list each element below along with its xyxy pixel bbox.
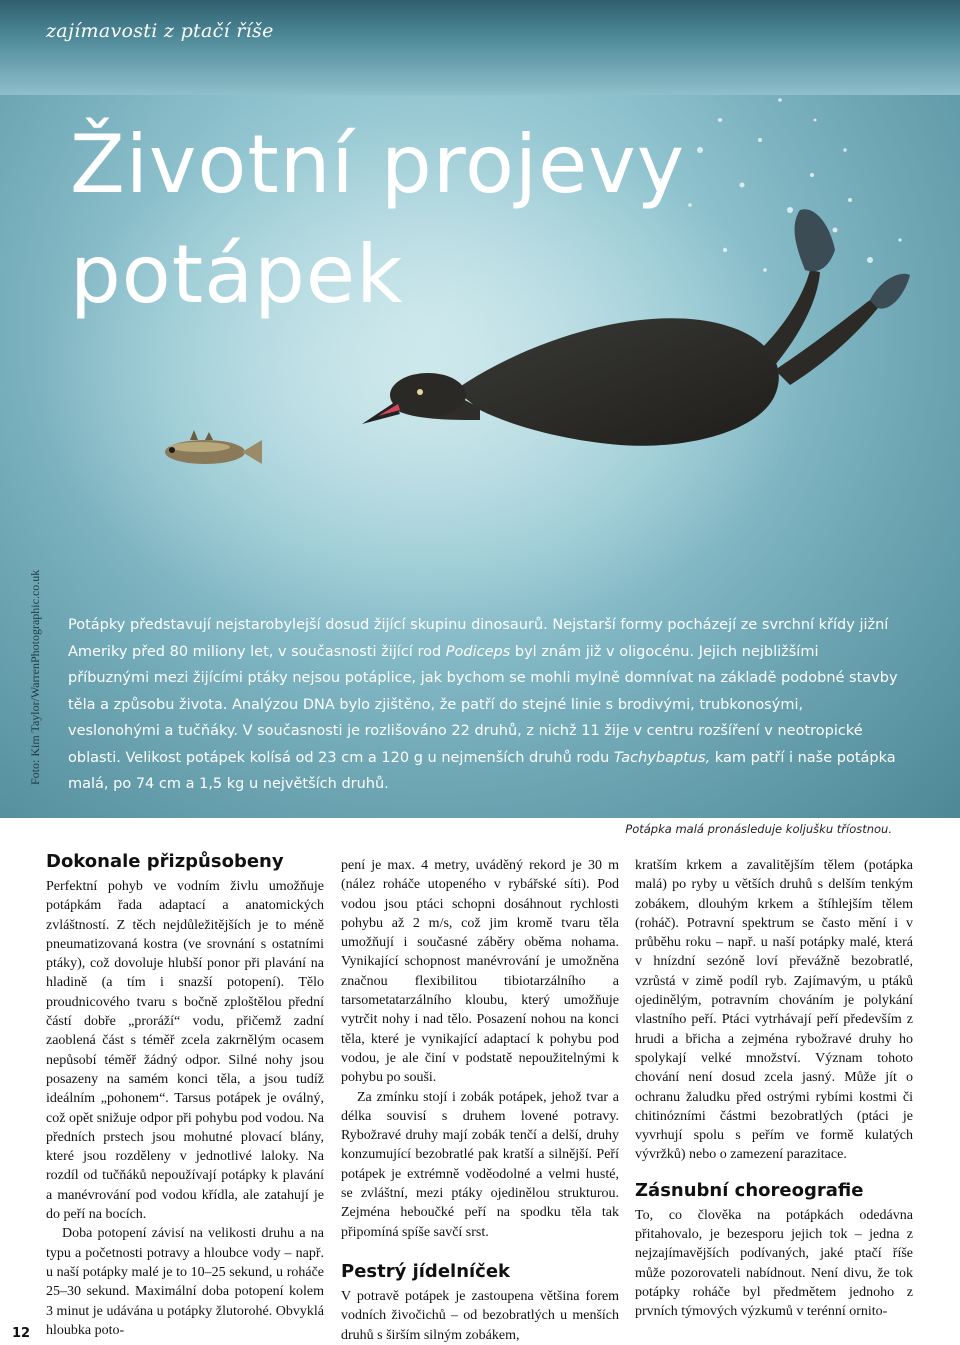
intro-genus-2: Tachybaptus, <box>613 749 711 766</box>
article-column-1 <box>46 850 324 1340</box>
page-title: Životní projevy potápek <box>70 118 686 321</box>
photo-caption: Potápka malá pronásleduje koljušku tříostnou. <box>625 822 892 836</box>
section-label: zajímavosti z ptačí říše <box>46 20 274 42</box>
subheading-courtship: Zásnubní choreografie <box>635 1179 864 1201</box>
paragraph: Za zmínku stojí i zobák potápek, jehož tvar a délka souvisí s druhem lovené potravy. Rybožravé druhy mají zobák tenčí a delší, druhy konzumující bezobratlé pak kratší a silnější. Peří potápek je extrémně voděodolné a velmi husté, se zvláštní, mezi ptáky ojedinělou strukturou. Zejména heboučké peří na spodku těla tak připomíná spíše savčí srst. <box>341 1089 619 1240</box>
subheading-diet: Pestrý jídelníček <box>341 1260 511 1282</box>
intro-text-2: byl znám již v oligocénu. Jejich nejbližšími příbuznými mezi žijícími ptáky nejsou potáplice, jak bychom se mohli mylně domnívat na základě podobné stavby těla a způsobu života. Analýzou DNA bylo zjištěno, že patří do stejné linie s brodivými, trubkonosými, veslonohými a tučňáky. V současnosti je rozlišováno 22 druhů, z nichž 11 žije v centru rozšíření v neotropické oblasti. Velikost potápek kolísá od 23 cm a 120 g u nejmenších druhů rodu <box>68 643 898 766</box>
article-column-3 <box>635 856 913 1322</box>
photo-credit: Foto: Kim Taylor/WarrenPhotographic.co.uk <box>28 569 42 785</box>
article-column-2 <box>341 856 619 1345</box>
subheading-adaptations: Dokonale přizpůsobeny <box>46 851 284 872</box>
paragraph: To, co člověka na potápkách odedávna přitahovalo, je bezesporu jejich tok – jedna z nejzajímavějších podívaných, jaké ptačí říše může pozorovateli nabídnout. Není divu, že tok potápky roháče byl předmětem jednoho z prvních týmových výzkumů v terénní ornito- <box>635 1207 913 1320</box>
intro-text-1: Potápky představují nejstarobylejší dosud žijící skupinu dinosaurů. Nejstarší formy pocházejí ze svrchní křídy jižní Ameriky před 80 miliony let, v současnosti žijící rod <box>68 617 889 660</box>
intro-paragraph <box>68 612 898 798</box>
paragraph: Perfektní pohyb ve vodním živlu umožňuje potápkám řada adaptací a anatomických zvláštností. Z těch nejdůležitějších je to méně pneumatizovaná kostra (ve srovnání s ostatními ptáky), což dovoluje hlubší ponor při plavání na hladině (a tím i snazší potopení). Tělo proudnicového tvaru s bočně zploštělou přední částí dobře „proráží“ vodu, přičemž zadní zaoblená část s téměř zcela zakrnělým ocasem nepůsobí téměř žádný odpor. Silné nohy jsou posazeny na samém konci těla, a jsou tudíž ideálním „pohonem“. Tarsus potápek je oválný, což opět snižuje odpor při pohybu pod vodou. Na předních prstech jsou mohutné plovací blány, které jsou rozděleny v jednotlivé laloky. Na rozdíl od tučňáků nepoužívají potápky k plavání a manévrování pod vodou křídla, ale zatahují je do peří na bocích. <box>46 879 324 1223</box>
paragraph: V potravě potápek je zastoupena většina forem vodních živočichů – od bezobratlých u menších druhů s širším silným zobákem, <box>341 1288 619 1343</box>
paragraph: pení je max. 4 metry, uváděný rekord je 30 m (nález roháče utopeného v rybářské síti). Pod vodou jsou ptáci schopni dosáhnout rychlosti pohybu až 2 m/s, což jim kromě tvaru těla umožňují i současné záběry oběma nohama. Vynikající schopnost manévrování je umožněna značnou flexibilitou tibiotarzálního a tarsometatarzálního kloubu, který umožňuje vytrčit nohy i nad tělo. Posazení nohou na konci těla, které je vynikající adaptací k pohybu pod vodou, je ale činí v podstatě nepoužitelnými k pohybu po souši. <box>341 858 619 1086</box>
intro-genus-1: Podiceps <box>445 643 511 660</box>
intro-text-3: kam patří i naše potápka malá, po 74 cm a 1,5 kg u největších druhů. <box>68 749 896 792</box>
paragraph: kratším krkem a zavalitějším tělem (potápka malá) po ryby u větších druhů s delším tenkým zobákem, dlouhým krkem a štíhlejším tělem (roháč). Potravní spektrum se často mění i v průběhu roku – např. u naší potápky malé, která v hnízdní sezóně loví převážně bezobratlé, vzrůstá v zimě podíl ryb. Zajímavým, u ptáků ojedinělým, potravním chováním je polykání vlastního peří. Ptáci vytrhávají peří především z hrudi a břicha a zejména rybožravé druhy ho spolykají velké množství. Význam tohoto chování není dosud zcela jasný. Může jít o ochranu žaludku před ostrými rybími kostmi či chitinózními částmi bezobratlých (ptáci je vyvrhují spolu s peřím ve formě kulatých vývržků) nebo o zamezení parazitace. <box>635 858 913 1163</box>
page-number: 12 <box>12 1326 31 1341</box>
paragraph: Doba potopení závisí na velikosti druhu a na typu a početnosti potravy a hloubce vody – např. u naší potápky malé je to 10–25 sekund, u roháče 25–30 sekund. Maximální doba potopení kolem 3 minut je udávána u potápky žlutorohé. Obvyklá hloubka poto- <box>46 1226 324 1338</box>
